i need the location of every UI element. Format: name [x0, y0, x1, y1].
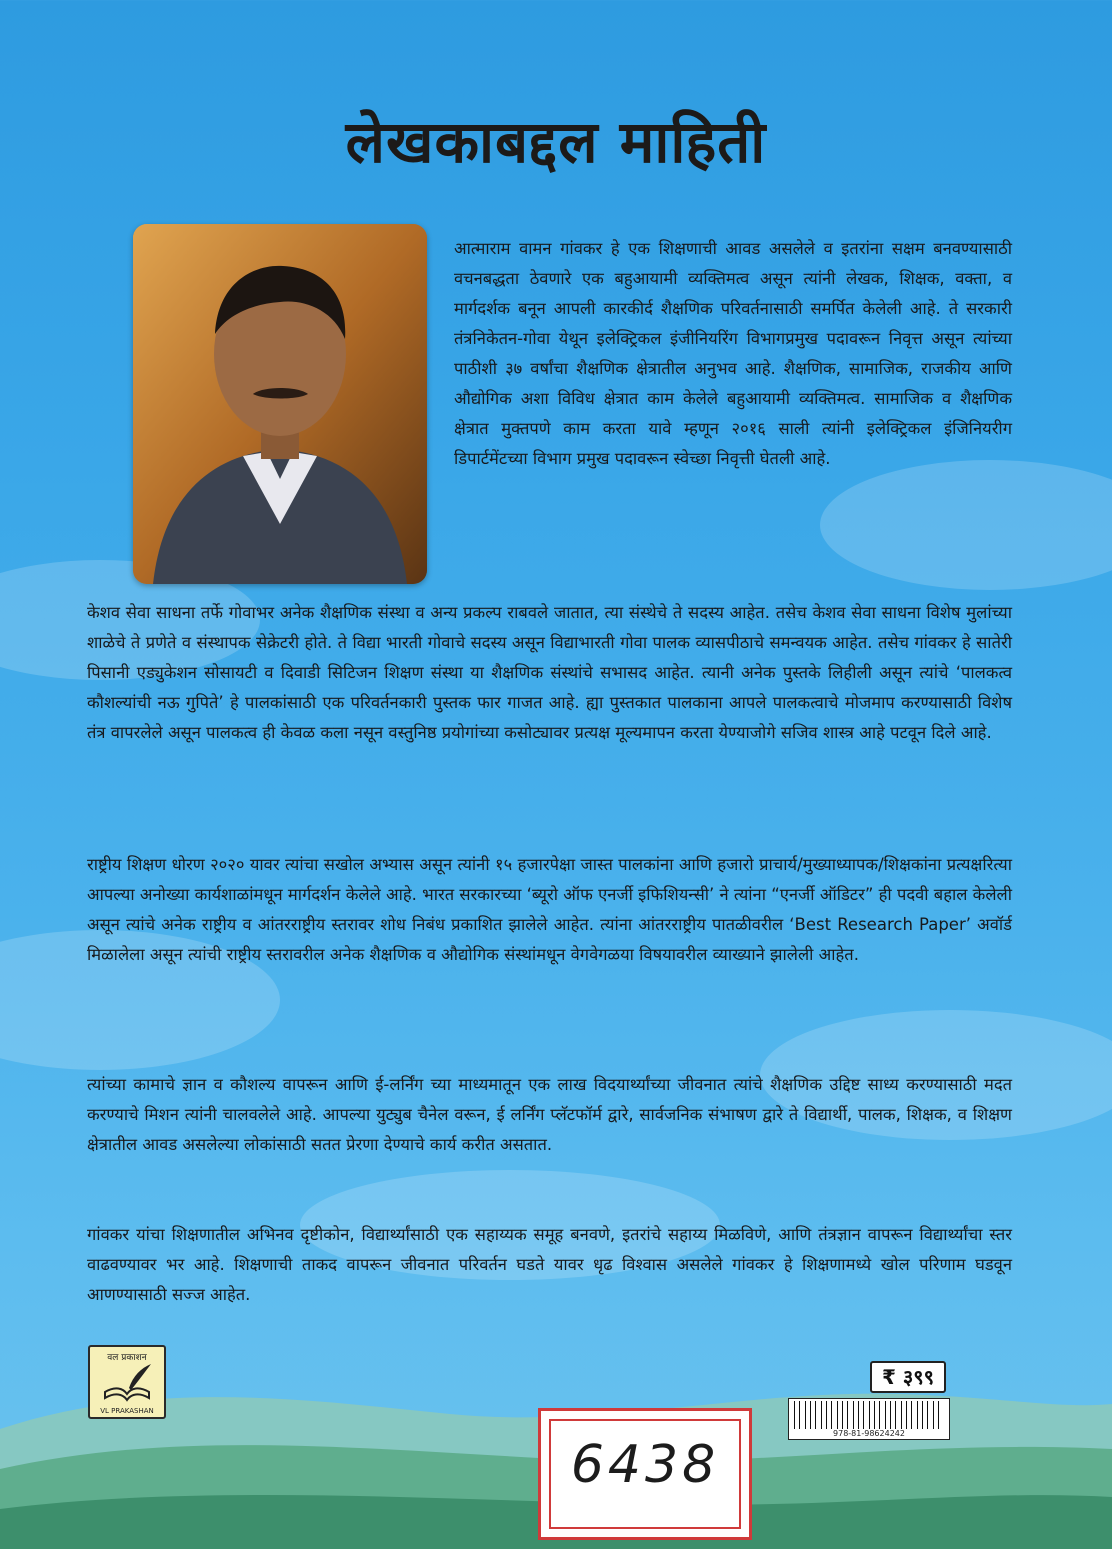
- barcode-bar: [799, 1401, 800, 1429]
- barcode-bar: [885, 1401, 886, 1429]
- barcode-bar: [863, 1401, 864, 1429]
- barcode-bar: [831, 1401, 832, 1429]
- barcode-number: 978-81-98624242: [833, 1429, 905, 1438]
- barcode-bar: [842, 1401, 843, 1429]
- barcode-bar: [906, 1401, 907, 1429]
- author-photo: [133, 224, 427, 584]
- barcode-bar: [927, 1401, 928, 1429]
- barcode-bar: [890, 1401, 891, 1429]
- barcode-bar: [933, 1401, 934, 1429]
- quill-book-icon: [99, 1362, 155, 1402]
- barcode-bar: [794, 1401, 795, 1429]
- barcode-bar: [938, 1401, 939, 1429]
- barcode-bar: [911, 1401, 912, 1429]
- barcode-bar: [810, 1401, 811, 1429]
- barcode-bars: [790, 1401, 948, 1431]
- page-title: लेखकाबद्दल माहिती: [345, 108, 767, 176]
- bio-paragraph-3: राष्ट्रीय शिक्षण धोरण २०२० यावर त्यांचा सखोल अभ्यास असून त्यांनी १५ हजारपेक्षा जास्त पालकांना आणि हजारो प्राचार्य/मुख्याध्यापक/शिक्षकांना प्रत्यक्षरित्या आपल्या अनोख्या कार्यशाळांमधून मार्गदर्शन केलेले आहे. भारत सरकारच्या ‘ब्यूरो ऑफ एनर्जी इफिशियन्सी’ ने त्यांना “एनर्जी ऑडिटर” ही पदवी बहाल केलेली असून त्यांचे अनेक राष्ट्रीय व आंतरराष्ट्रीय स्तरावर शोध निबंध प्रकाशित झालेले आहेत. त्यांना आंतरराष्ट्रीय पातळीवरील ‘Best Research Paper’ अवॉर्ड मिळालेला असून त्यांची राष्ट्रीय स्तरावरील अनेक शैक्षणिक व औद्योगिक संस्थांमधून वेगवेगळया विषयावरील व्याख्याने झालेली आहेत.: [87, 855, 1012, 964]
- barcode-bar: [858, 1401, 859, 1429]
- publisher-name-marathi: वल प्रकाशन: [107, 1353, 147, 1363]
- publisher-name-english: VL PRAKASHAN: [100, 1407, 154, 1415]
- bio-paragraph-1: आत्माराम वामन गांवकर हे एक शिक्षणाची आवड असलेले व इतरांना सक्षम बनवण्यासाठी वचनबद्धता ठेवणारे एक बहुआयामी व्यक्तिमत्व असून त्यांनी लेखक, शिक्षक, वक्ता, व मार्गदर्शक बनून आपली कारकीर्द शैक्षणिक परिवर्तनासाठी समर्पित केलेली आहे. ते सरकारी तंत्रनिकेतन-गोवा येथून इलेक्ट्रिकल इंजीनियरिंग विभागप्रमुख पदावरून निवृत्त असून त्यांच्या पाठीशी ३७ वर्षांचा शैक्षणिक क्षेत्रातील अनुभव आहे. शैक्षणिक, सामाजिक, राजकीय आणि औद्योगिक अशा विविध क्षेत्रात काम केलेले बहुआयामी व्यक्तिमत्व. सामाजिक व शैक्षणिक क्षेत्रात मुक्तपणे काम करता यावे म्हणून २०१६ साली त्यांनी इलेक्ट्रिकल इंजिनियरीग डिपार्टमेंटच्या विभाग प्रमुख पदावरून स्वेच्छा निवृत्ती घेतली आहे.: [454, 239, 1012, 468]
- barcode-bar: [874, 1401, 875, 1429]
- bio-paragraph-4: त्यांच्या कामाचे ज्ञान व कौशल्य वापरून आणि ई-लर्निंग च्या माध्यमातून एक लाख विदयार्थ्यांच्या जीवनात त्यांचे शैक्षणिक उद्दिष्ट साध्य करण्यासाठी मदत करण्याचे मिशन त्यांनी चालवलेले आहे. आपल्या युट्युब चैनेल वरून, ई लर्निंग प्लॅटफॉर्म द्वारे, सार्वजनिक संभाषण द्वारे ते विद्यार्थी, पालक, शिक्षक, व शिक्षण क्षेत्रातील आवड असलेल्या लोकांसाठी सतत प्रेरणा देण्याचे कार्य करीत असतात.: [87, 1075, 1012, 1154]
- barcode-bar: [879, 1401, 880, 1429]
- barcode-bar: [815, 1401, 816, 1429]
- barcode-bar: [821, 1401, 822, 1429]
- barcode-bar: [901, 1401, 902, 1429]
- bio-paragraph-5: गांवकर यांचा शिक्षणातील अभिनव दृष्टीकोन, विद्यार्थ्यांसाठी एक सहाय्यक समूह बनवणे, इतरांचे सहाय्य मिळविणे, आणि तंत्रज्ञान वापरून विद्यार्थ्यांचा स्तर वाढवण्यावर भर आहे. शिक्षणाची ताकद वापरून जीवनात परिवर्तन घडते यावर धृढ विश्वास असलेले गांवकर हे शिक्षणामध्ये खोल परिणाम घडवून आणण्यासाठी सज्ज आहेत.: [87, 1225, 1012, 1304]
- barcode: [788, 1398, 950, 1440]
- library-stamp: [538, 1408, 752, 1540]
- barcode-bar: [853, 1401, 854, 1429]
- barcode-bar: [847, 1401, 848, 1429]
- publisher-logo: [88, 1345, 166, 1419]
- cloud: [820, 460, 1112, 590]
- barcode-bar: [837, 1401, 838, 1429]
- barcode-bar: [869, 1401, 870, 1429]
- barcode-bar: [826, 1401, 827, 1429]
- barcode-bar: [922, 1401, 923, 1429]
- barcode-bar: [917, 1401, 918, 1429]
- price-tag: ₹ ३९९: [870, 1361, 946, 1393]
- barcode-bar: [805, 1401, 806, 1429]
- stamp-number: 6438: [570, 1435, 720, 1495]
- bio-paragraph-2: केशव सेवा साधना तर्फे गोवाभर अनेक शैक्षणिक संस्था व अन्य प्रकल्प राबवले जातात, त्या संस्थेचे ते सदस्य आहेत. तसेच केशव सेवा साधना विशेष मुलांच्या शाळेचे ते प्रणेते व संस्थापक सेक्रेटरी होते. ते विद्या भारती गोवाचे सदस्य असून विद्याभारती गोवा पालक व्यासपीठाचे समन्वयक आहेत. तसेच गांवकर हे सातेरी पिसानी एड्युकेशन सोसायटी व दिवाडी सिटिजन शिक्षण संस्था या शैक्षणिक संस्थांचे सभासद आहेत. त्यानी अनेक पुस्तके लिहीली असून त्यांचे ‘पालकत्व कौशल्यांची नऊ गुपिते’ हे पालकांसाठी एक परिवर्तनकारी पुस्तक फार गाजत आहे. ह्या पुस्तकात पालकाना आपले पालकत्वाचे मोजमाप करण्यासाठी विशेष तंत्र वापरलेले असून पालकत्व ही केवळ कला नसून वस्तुनिष्ठ प्रयोगांच्या कसोट्यावर प्रत्यक्ष मूल्यमापन करता येण्याजोगे सजिव शास्त्र आहे पटवून दिले आहे.: [87, 603, 1012, 742]
- barcode-bar: [895, 1401, 896, 1429]
